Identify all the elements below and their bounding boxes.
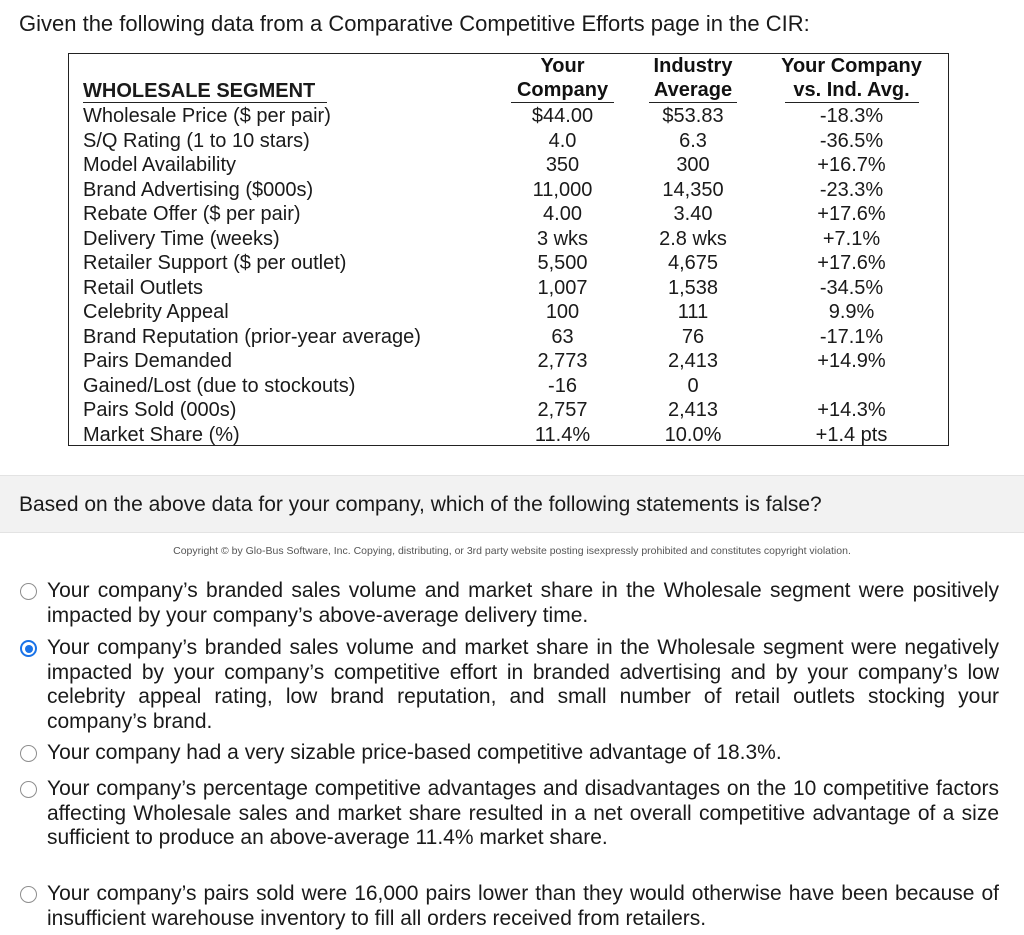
copyright-notice: Copyright © by Glo-Bus Software, Inc. Copying, distributing, or 3rd party website posting isexpressly prohibited and constitutes copyright violation. [173,545,851,557]
row-vs-average: -18.3% [819,105,884,127]
row-label: Pairs Sold (000s) [83,399,237,421]
table-row [69,325,948,350]
row-industry-average: 2,413 [667,350,719,372]
row-vs-average: +17.6% [817,252,886,274]
table-row [69,374,948,399]
row-industry-average: 1,538 [667,276,719,299]
row-your-company: -16 [548,374,577,397]
row-industry-average: 14,350 [662,178,724,201]
row-vs-average: 9.9% [828,301,875,323]
table-row [69,227,948,252]
question-title: Given the following data from a Comparative Competitive Efforts page in the CIR: [19,11,810,36]
row-your-company: $44.00 [531,105,594,127]
table-row [69,129,948,154]
table-row [69,398,948,423]
header-your-company [499,54,626,102]
option-text[interactable]: Your company’s pairs sold were 16,000 pairs lower than they would otherwise have been because of insufficient warehouse inventory to fill all orders received from retailers. [47,882,999,930]
row-industry-average: 4,675 [667,252,719,274]
option-text[interactable]: Your company’s branded sales volume and market share in the Wholesale segment were negatively impacted by your company’s competitive effort in branded advertising and by your company’s low celebrity appeal rating, low brand reputation, and small number of retail outlets stocking your company’s brand. [47,636,999,733]
row-vs-average: +1.4 pts [815,423,888,446]
row-industry-average: 300 [676,154,710,176]
row-label: Brand Reputation (prior-year average) [83,325,421,348]
radio-button[interactable] [20,745,37,762]
row-industry-average: 10.0% [664,423,722,446]
table-row [69,300,948,325]
segment-title-underline [83,102,327,103]
row-label: Retailer Support ($ per outlet) [83,252,347,274]
table-row [69,276,948,301]
segment-title: WHOLESALE SEGMENT [83,80,316,102]
row-your-company: 350 [545,154,580,176]
row-industry-average: 3.40 [673,203,713,225]
row-label: Retail Outlets [83,276,204,299]
row-vs-average: +14.9% [817,350,886,372]
row-your-company: 100 [545,301,580,323]
row-industry-average: 2,413 [667,399,719,421]
header-your-underline [511,102,614,103]
header-ind-line1: Industry [653,55,733,77]
row-label: Market Share (%) [83,423,240,446]
row-label: Celebrity Appeal [83,301,229,323]
competitive-efforts-table [68,53,949,446]
row-vs-average: -34.5% [819,276,884,299]
table-rows [69,104,948,447]
row-your-company: 11,000 [532,178,593,201]
row-industry-average: 2.8 wks [659,227,727,250]
option-text[interactable]: Your company’s percentage competitive advantages and disadvantages on the 10 competitive factors affecting Wholesale sales and market share resulted in a net overall competitive advantage of a size sufficient to produce an above-average 11.4% market share. [47,777,999,849]
row-your-company: 63 [551,325,574,348]
row-vs-average: +16.7% [817,154,886,176]
option-text[interactable]: Your company’s branded sales volume and market share in the Wholesale segment were positively impacted by your company’s above-average delivery time. [47,579,999,627]
row-vs-average: +14.3% [817,399,886,421]
table-row [69,153,948,178]
header-vs-average [769,54,934,102]
row-vs-average: +17.6% [817,203,886,225]
header-vs-line1: Your Company [781,55,922,77]
option-text[interactable]: Your company had a very sizable price-based competitive advantage of 18.3%. [47,741,782,764]
row-label: Model Availability [83,154,237,176]
row-industry-average: 0 [687,374,699,397]
row-industry-average: $53.83 [662,105,724,127]
header-ind-line2: Average [653,79,733,101]
row-your-company: 3 wks [536,227,589,250]
row-label: Gained/Lost (due to stockouts) [83,374,356,397]
radio-button[interactable] [20,640,37,657]
radio-button[interactable] [20,583,37,600]
row-your-company: 4.0 [548,129,577,152]
table-row [69,251,948,276]
row-label: Delivery Time (weeks) [83,227,280,250]
header-your-line1: Your [540,55,585,77]
table-row [69,349,948,374]
row-label: S/Q Rating (1 to 10 stars) [83,129,310,152]
row-your-company: 5,500 [537,252,588,274]
radio-button[interactable] [20,886,37,903]
row-vs-average: -17.1% [819,325,884,348]
header-vs-line2: vs. Ind. Avg. [793,79,910,101]
row-vs-average: +7.1% [822,227,881,250]
prompt-band [0,475,1024,533]
row-label: Rebate Offer ($ per pair) [83,203,301,225]
table-row [69,104,948,129]
header-ind-underline [649,102,737,103]
question-prompt: Based on the above data for your company, which of the following statements is false? [19,493,822,516]
row-your-company: 4.00 [543,203,582,225]
row-vs-average: -23.3% [819,178,884,201]
row-your-company: 1,007 [537,276,588,299]
row-label: Wholesale Price ($ per pair) [83,105,331,127]
radio-button[interactable] [20,781,37,798]
row-label: Pairs Demanded [83,350,232,372]
row-your-company: 2,773 [537,350,588,372]
row-your-company: 11.4% [534,423,591,446]
header-your-line2: Company [516,79,609,101]
table-row [69,423,948,448]
row-industry-average: 6.3 [679,129,707,152]
row-industry-average: 76 [681,325,705,348]
row-industry-average: 111 [677,301,709,323]
header-vs-underline [785,102,919,103]
table-row [69,178,948,203]
row-label: Brand Advertising ($000s) [83,178,314,201]
table-row [69,202,948,227]
row-your-company: 2,757 [537,399,588,421]
header-industry-average [633,54,753,102]
row-vs-average: -36.5% [819,129,884,152]
